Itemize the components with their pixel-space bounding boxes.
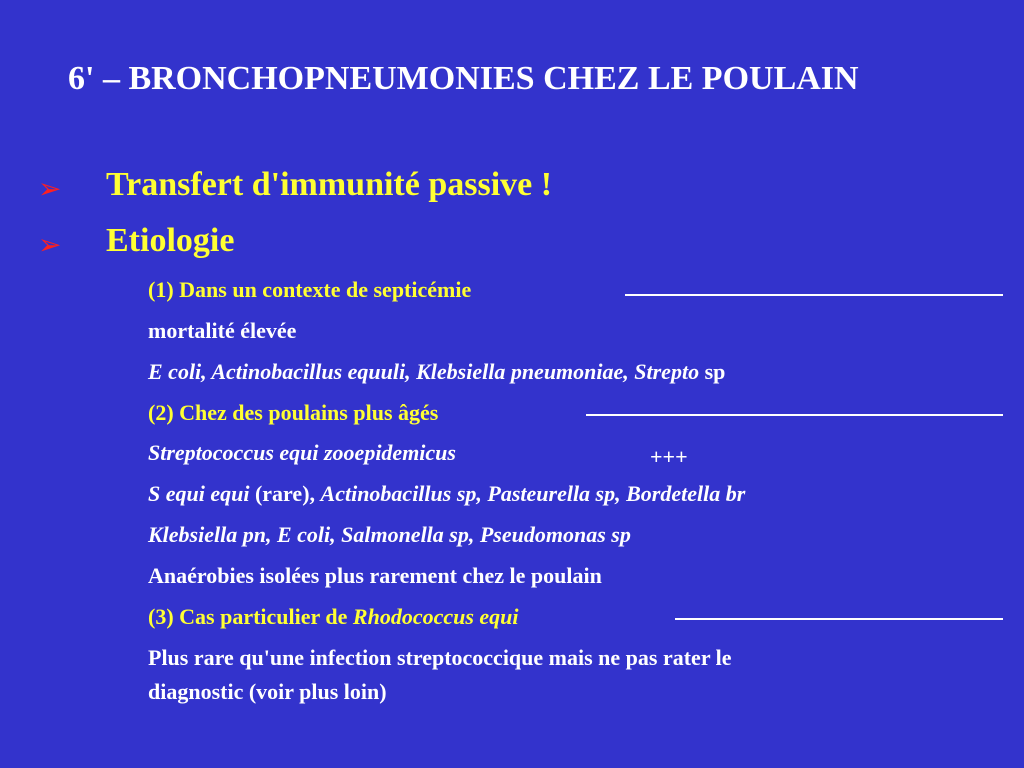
section3-heading <box>148 604 519 630</box>
section1-line1: mortalité élevée <box>148 318 297 343</box>
section3-heading-italic: Rhodococcus equi <box>352 604 519 629</box>
section3-heading-plain: (3) Cas particulier de <box>148 604 353 629</box>
section3-line2: diagnostic (voir plus loin) <box>148 679 387 704</box>
section1-line2 <box>148 359 725 385</box>
section2-line3: Klebsiella pn, E coli, Salmonella sp, Pseudomonas sp <box>148 522 631 547</box>
section1-line2-italic: E coli, Actinobacillus equuli, Klebsiella pneumoniae, Strepto <box>148 359 700 384</box>
section3-line1: Plus rare qu'une infection streptococcique mais ne pas rater le <box>148 645 732 670</box>
section2-rule <box>586 414 1003 416</box>
bullet-transfert: Transfert d'immunité passive ! <box>106 166 553 203</box>
section1-heading: (1) Dans un contexte de septicémie <box>148 277 472 302</box>
arrow-bullet-icon: ➢ <box>38 228 62 261</box>
section3-rule <box>675 618 1003 620</box>
section2-line2-a: S equi equi <box>148 481 250 506</box>
section2-line2-b: (rare), <box>249 481 321 506</box>
section2-line4: Anaérobies isolées plus rarement chez le poulain <box>148 563 602 588</box>
section1-line2-plain: sp <box>699 359 726 384</box>
slide-title: 6' – BRONCHOPNEUMONIES CHEZ LE POULAIN <box>68 60 859 97</box>
arrow-bullet-icon: ➢ <box>38 172 62 205</box>
section2-line1: Streptococcus equi zooepidemicus <box>148 440 456 465</box>
bullet-etiologie: Etiologie <box>106 222 235 259</box>
section2-line2-c: Actinobacillus sp, Pasteurella sp, Bordetella br <box>320 481 746 506</box>
section2-line2 <box>148 481 745 507</box>
section2-heading: (2) Chez des poulains plus âgés <box>148 400 439 425</box>
section2-line1-mark: +++ <box>650 444 688 469</box>
section1-rule <box>625 294 1003 296</box>
